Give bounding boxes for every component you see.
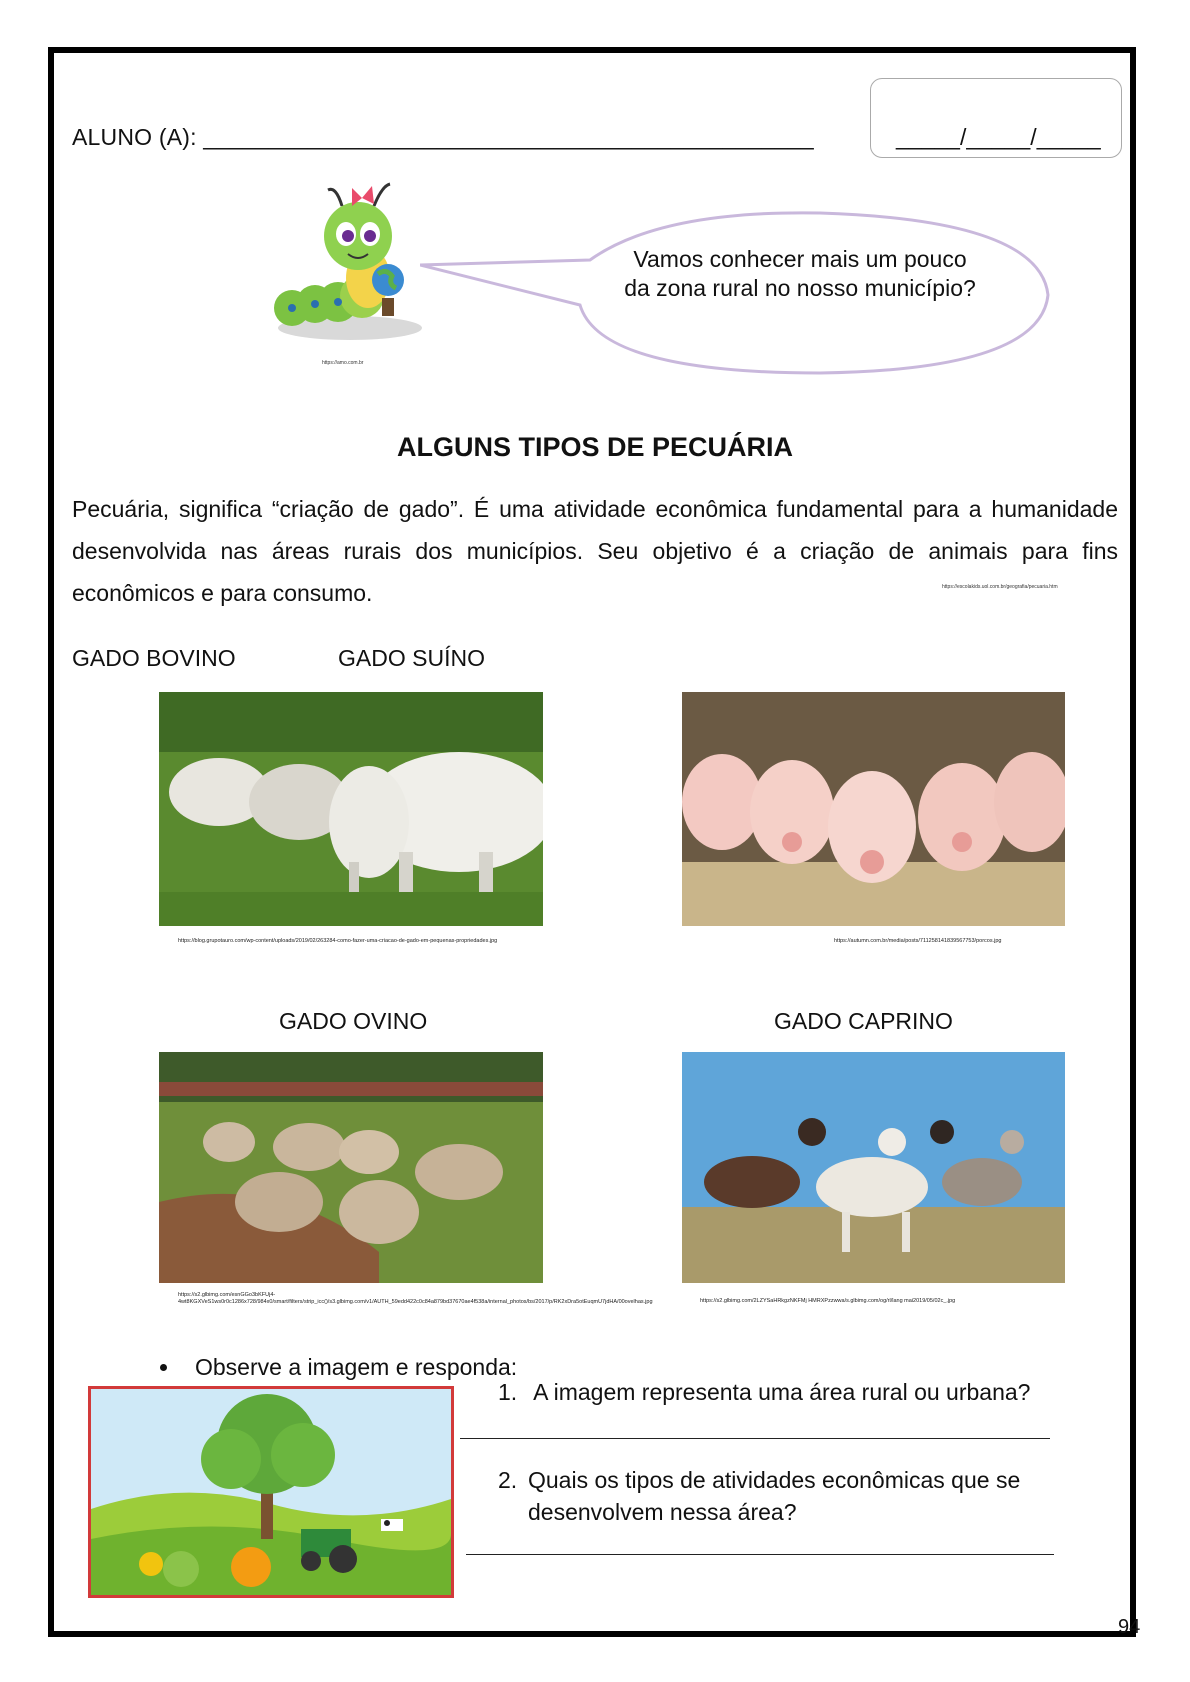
label-ovino: GADO OVINO [279,1008,428,1034]
intro-credit: https://escolakids.uol.com.br/geografia/pecuaria.htm [942,584,1058,590]
question-1-number: 1. [498,1379,518,1405]
credit-bovino: https://blog.grupotauro.com/wp-content/uploads/2019/02/263284-como-fazer-uma-criacao-de-gado-em-pequenas-propriedades.jpg [178,938,498,944]
cattle-photo [159,692,543,926]
label-caprino: GADO CAPRINO [774,1008,953,1034]
sheep-photo [159,1052,543,1283]
intro-paragraph: Pecuária, significa “criação de gado”. É uma atividade econômica fundamental para a humanidade desenvolvida nas áreas rurais dos municípios. Seu objetivo é a criação de animais para fins econômicos e para consumo. [72,496,1118,606]
activity-instruction: Observe a imagem e responda: [195,1354,518,1380]
bullet-icon [160,1364,167,1371]
question-1-text: A imagem representa uma área rural ou urbana? [533,1379,1031,1405]
credit-suino: https://autumn.com.br/media/posts/711258141839567753/porcos.jpg [834,938,1002,944]
pigs-photo [682,692,1065,926]
question-1 [498,1376,1098,1408]
question-2-text: Quais os tipos de atividades econômicas que se desenvolvem nessa área? [528,1467,1021,1525]
page-title: ALGUNS TIPOS DE PECUÁRIA [396,432,794,462]
answer-line-2[interactable] [466,1554,1054,1555]
page-number: 94 [1118,1616,1141,1638]
credit-caprino: https://s2.glbimg.com/2LZYSaHRkgzNKFMj HMRXPzzwwa/s.glbimg.com/og/rl/lang mai2019/05/02c_.jpg [700,1298,956,1304]
question-2 [498,1464,1098,1528]
speech-bubble-text: Vamos conhecer mais um pouco da zona rural no nosso município? [624,246,976,301]
label-suino: GADO SUÍNO [338,645,485,671]
student-name-field[interactable]: ALUNO (A): _______________________________________________ [72,124,814,150]
caterpillar-mascot-icon [270,168,430,358]
farm-illustration [88,1386,454,1598]
question-2-number: 2. [498,1467,518,1493]
date-field[interactable]: _____/_____/_____ [896,124,1101,150]
mascot-credit: https://amo.com.br [322,360,364,366]
label-bovino: GADO BOVINO [72,645,236,671]
credit-ovino: https://s2.glbimg.com/esnGGo3bKFUj4-4wt8KGXVeS1ws0r0c1286x728/984x0/smart/filters/strip_icc()/s3.glbimg.com/v1/AUTH_59edd422c0c84a879bd37670ae4f538a/internal_photos/bs/2017/p/RK2xDra5otEuqmU7jdHA/00ovelhas.jpg [178,1292,653,1305]
goats-photo [682,1052,1065,1283]
answer-line-1[interactable] [460,1438,1050,1439]
